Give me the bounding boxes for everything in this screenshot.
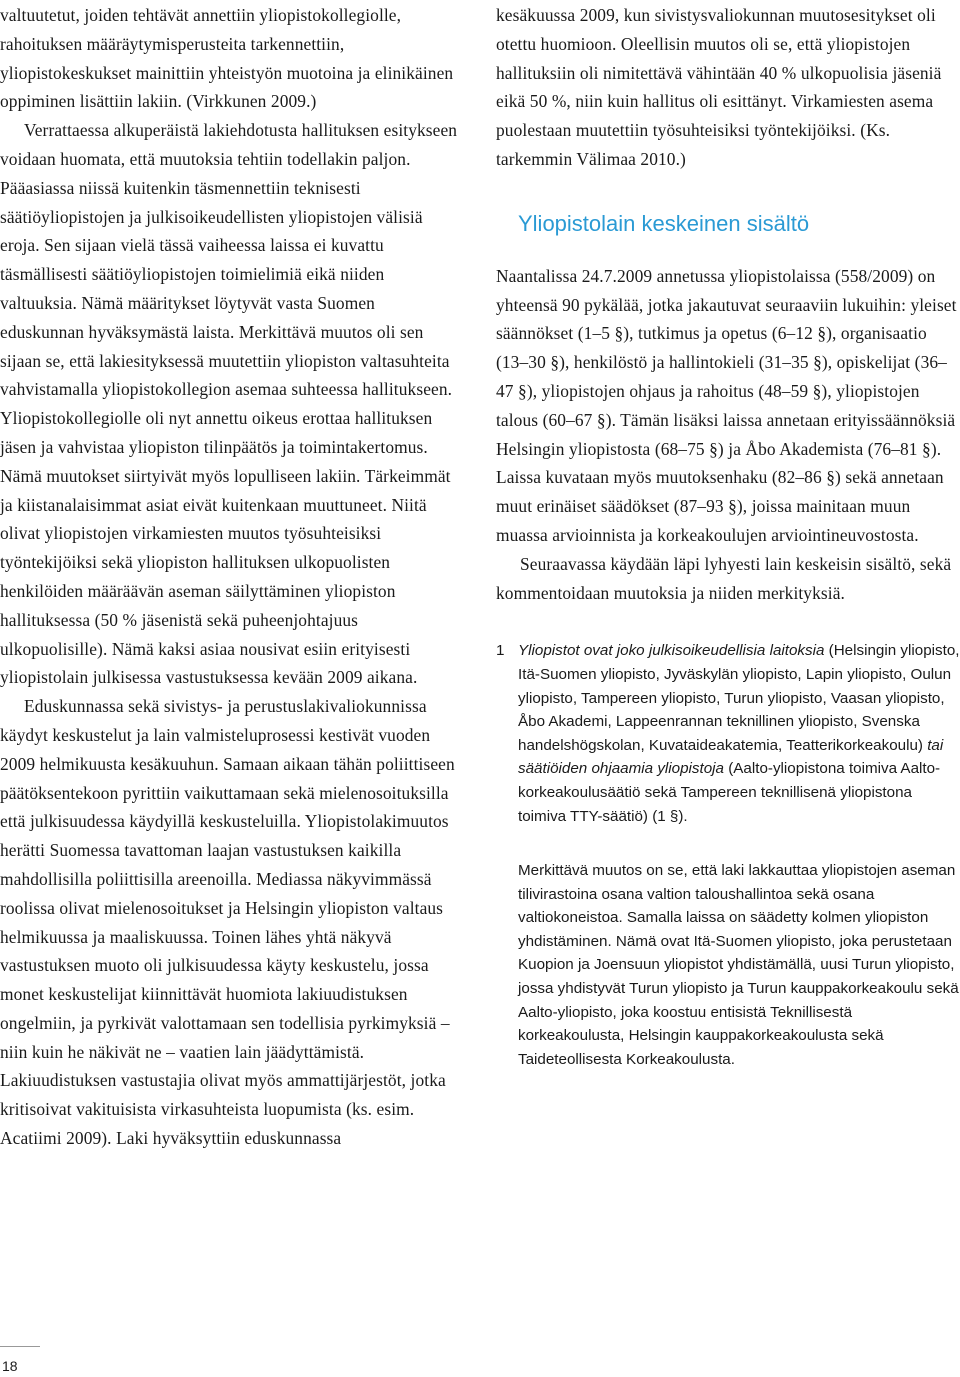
left-text xyxy=(0,0,462,1153)
list-item-text-2: (Aalto-yliopistona toimiva Aalto-korkeakoulusäätiö sekä Tampereen teknillisenä yliopistona toimiva TTY-säätiö) (1 §). xyxy=(518,760,941,825)
list-item xyxy=(496,639,960,828)
section-heading: Yliopistolain keskeinen sisältö xyxy=(518,210,810,236)
left-paragraph-3: Eduskunnassa sekä sivistys- ja perustuslakivaliokunnissa käydyt keskustelut ja lain valmisteluprosessi kestivät vuoden 2009 helmikuusta kesäkuuhun. Samaan aikaan tähän poliittiseen päätöksentekoon pyrittiin vaikuttamaan sekä mielenosoituksilla että julkisuudessa käydyillä keskusteluilla. Yliopistolakimuutos herätti Suomessa tavattoman laajan vastustuksen kaikilla mahdollisilla poliittisilla areenoilla. Mediassa näkyvimmässä roolissa olivat mielenosoitukset ja Helsingin yliopiston valtaus helmikuussa ja maaliskuussa. Toinen lähes yhtä näkyvä vastustuksen muoto oli julkisuudessa käyty keskustelu, jossa monet keskustelijat kiinnittävät huomiota lakiuudistuksen ongelmiin, ja pyrkivät valottamaan sen todellisia pyrkimyksiä – niin kuin he näkivät ne – vaatien lain jäädyttämistä. Lakiuudistuksen vastustajia olivat myös ammattijärjestöt, jotka kritisoivat vakituisista virkasuhteista luopumista (ks. esim. Acatiimi 2009). Laki hyväksyttiin eduskunnassa xyxy=(0,696,455,1149)
page-number: 18 xyxy=(2,1358,18,1374)
left-paragraph-2: Verrattaessa alkuperäistä lakiehdotusta hallituksen esitykseen voidaan huomata, että muutoksia tehtiin todellakin paljon. Pääasiassa niissä kuitenkin täsmennettiin teknisesti säätiöyliopistojen ja julkisoikeudellisten yliopistojen välisiä eroja. Sen sijaan vielä tässä vaiheessa laissa ei kuvattu täsmällisesti säätiöyliopistojen toimielimiä eikä niiden valtuuksia. Nämä määritykset löytyvät vasta Suomen eduskunnan hyväksymästä laista. Merkittävä muutos oli sen sijaan se, että lakiesityksessä muutettiin yliopiston valtasuhteita vahvistamalla yliopistokollegion asemaa suhteessa hallitukseen. Yliopistokollegiolle oli nyt annettu oikeus erottaa hallituksen jäsen ja vahvistaa yliopiston tilinpäätös ja toimintakertomus. Nämä muutokset siirtyivät myös lopulliseen lakiin. Tärkeimmät ja kiistanalaisimmat asiat eivät kuitenkaan muuttuneet. Niitä olivat yliopistojen virkamiesten muutos työsuhteisiksi työntekijöiksi sekä yliopiston hallituksen ulkopuolisten henkilöiden määräävän aseman säilyttäminen yliopiston hallituksessa (50 % jäsenistä sekä puheenjohtajuus ulkopuolisille). Nämä kaksi asiaa nousivat esiin erityisesti yliopistolain julkisessa vastustuksessa kevään 2009 aikana. xyxy=(0,120,458,688)
left-paragraph-1: valtuutetut, joiden tehtävät annettiin yliopistokollegiolle, rahoituksen määräytymisperusteita tarkennettiin, yliopistokeskukset mainittiin yhteistyön muotoina ja elinikäinen oppiminen lisättiin lakiin. (Virkkunen 2009.) xyxy=(0,5,454,112)
list-item-italic-2: tai säätiöiden ohjaamia yliopistoja xyxy=(518,736,944,778)
list-item-number: 1 xyxy=(496,642,505,660)
right-paragraph-3: Seuraavassa käydään läpi lyhyesti lain keskeisin sisältö, sekä kommentoidaan muutoksia ja niiden merkityksiä. xyxy=(496,553,952,603)
right-column xyxy=(496,0,960,1071)
list-item-body xyxy=(518,639,960,828)
right-paragraph-1: kesäkuussa 2009, kun sivistysvaliokunnan muutosesitykset oli otettu huomioon. Oleellisin muutos oli se, että yliopistojen hallituksiin oli nimitettävä vähintään 40 % ulkopuolisia jäseniä eikä 50 %, niin kuin hallitus oli esittänyt. Virkamiesten asema puolestaan muutettiin työsuhteisiksi työntekijöiksi. (Ks. tarkemmin Välimaa 2010.) xyxy=(496,5,942,169)
left-column xyxy=(0,0,462,1153)
list-item-text-1: (Helsingin yliopisto, Itä-Suomen yliopisto, Jyväskylän yliopisto, Lapin yliopisto, Oulun yliopisto, Tampereen yliopisto, Turun yliopisto, Vaasan yliopisto, Åbo Akademi, Lappeenrannan teknillinen yliopisto, Svenska handelshögskolan, Kuvataideakatemia, Teatterikorkeakoulu) xyxy=(518,642,960,754)
numbered-list xyxy=(496,639,960,828)
right-text-top xyxy=(496,0,960,174)
list-note: Merkittävä muutos on se, että laki lakkauttaa yliopistojen aseman tilivirastoina osana valtion taloushallintoa sekä osana valtiokoneistoa. Samalla laissa on säädetty kolmen yliopiston yhdistäminen. Nämä ovat Itä-Suomen yliopisto, joka perustetaan Kuopion ja Joensuun yliopistot yhdistämällä, uusi Turun yliopisto, jossa yhdistyvät Turun yliopisto ja Turun kauppakorkeakoulu sekä Aalto-yliopisto, joka koostuu entisistä Teknillisestä korkeakoulusta, Helsingin kauppakorkeakoulusta sekä Taideteollisesta Korkeakoulusta. xyxy=(518,862,959,1068)
footer-rule xyxy=(0,1346,40,1347)
list-item-italic-1: Yliopistot ovat joko julkisoikeudellisia laitoksia xyxy=(518,642,825,660)
right-text-body xyxy=(496,261,960,608)
right-paragraph-2: Naantalissa 24.7.2009 annetussa yliopistolaissa (558/2009) on yhteensä 90 pykälää, jotka jakautuvat seuraaviin lukuihin: yleiset säännökset (1–5 §), tutkimus ja opetus (6–12 §), organisaatio (13–30 §), henkilöstö ja hallintokieli (31–35 §), opiskelijat (36–47 §), yliopistojen ohjaus ja rahoitus (48–59 §), yliopistojen talous (60–67 §). Tämän lisäksi laissa annetaan erityissäännöksiä Helsingin yliopistosta (68–75 §) ja Åbo Akademista (76–81 §). Laissa kuvataan myös muutoksenhaku (82–86 §) sekä annetaan muut erinäiset säädökset (87–93 §), joissa mainitaan muun muassa arvioinnista ja korkeakoulujen arviointineuvostosta. xyxy=(496,265,957,545)
